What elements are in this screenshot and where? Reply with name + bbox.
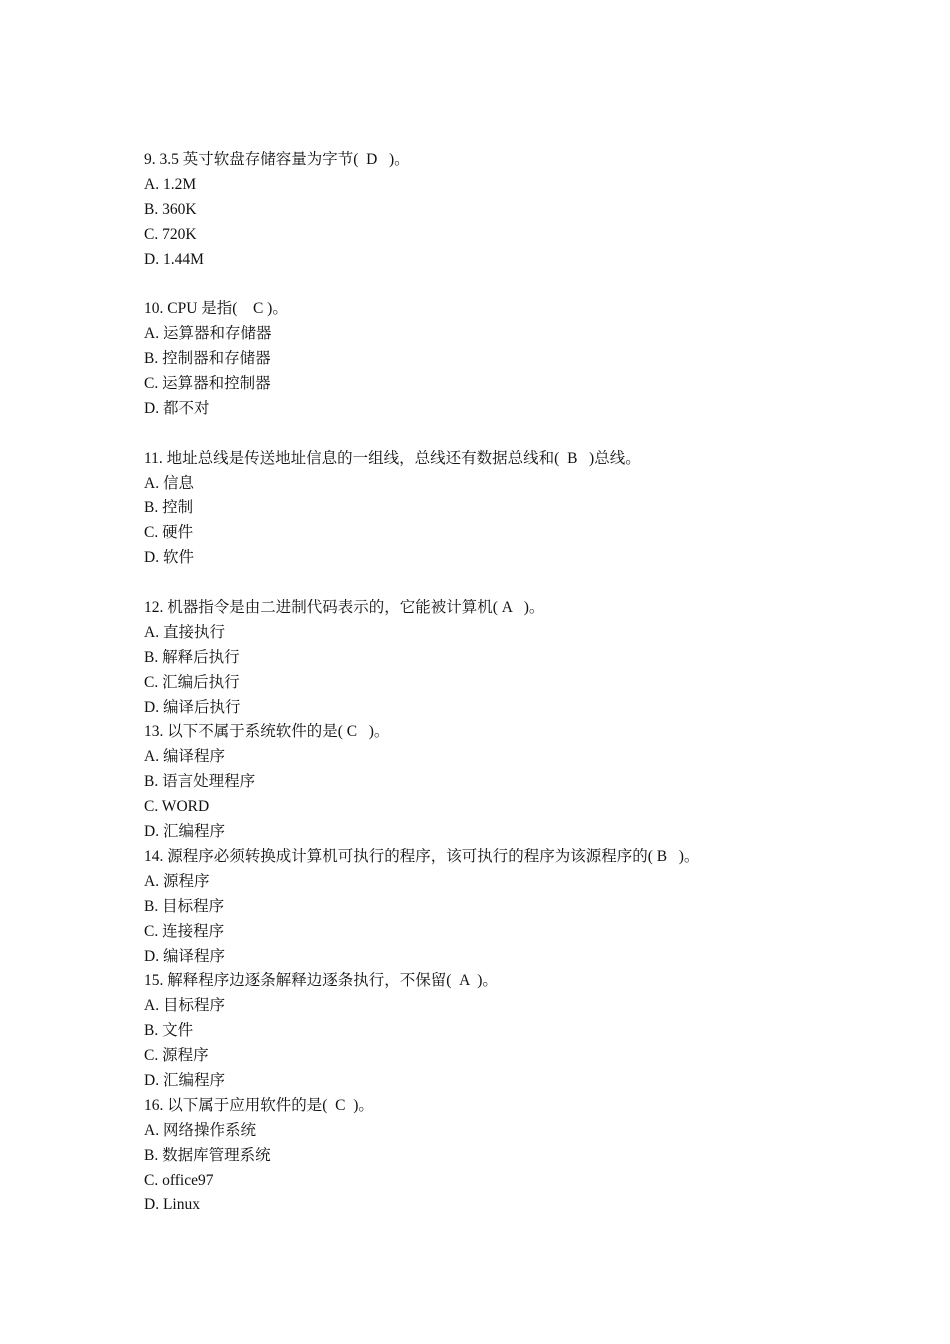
question-block bbox=[144, 845, 864, 969]
question-text: 10. CPU 是指( C )。 bbox=[144, 300, 288, 318]
option-a: A. 源程序 bbox=[144, 872, 210, 890]
option-c: C. 源程序 bbox=[144, 1047, 209, 1065]
option-a: A. 直接执行 bbox=[144, 623, 225, 641]
option-c: C. 硬件 bbox=[144, 524, 194, 542]
question-text: 12. 机器指令是由二进制代码表示的，它能被计算机( A )。 bbox=[144, 599, 545, 617]
option-c: C. office97 bbox=[144, 1171, 214, 1189]
option-d: D. 软件 bbox=[144, 549, 194, 567]
option-a: A. 编译程序 bbox=[144, 748, 225, 766]
paragraph-gap bbox=[144, 272, 864, 297]
option-d: D. 编译后执行 bbox=[144, 698, 241, 716]
option-b: B. 控制器和存储器 bbox=[144, 350, 271, 368]
option-d: D. 汇编程序 bbox=[144, 823, 225, 841]
option-b: B. 文件 bbox=[144, 1022, 194, 1040]
option-b: B. 解释后执行 bbox=[144, 648, 240, 666]
option-a: A. 运算器和存储器 bbox=[144, 325, 272, 343]
question-text: 9. 3.5 英寸软盘存储容量为字节( D )。 bbox=[144, 151, 410, 168]
option-b: B. 目标程序 bbox=[144, 897, 225, 915]
question-text: 13. 以下不属于系统软件的是( C )。 bbox=[144, 723, 390, 741]
question-text: 14. 源程序必须转换成计算机可执行的程序，该可执行的程序为该源程序的( B )。 bbox=[144, 847, 700, 865]
question-block bbox=[144, 596, 864, 720]
paragraph-gap bbox=[144, 571, 864, 596]
question-block bbox=[144, 1094, 864, 1218]
document-page bbox=[144, 148, 864, 1218]
option-b: B. 控制 bbox=[144, 499, 194, 517]
question-text: 11. 地址总线是传送地址信息的一组线，总线还有数据总线和( B )总线。 bbox=[144, 449, 641, 467]
question-block bbox=[144, 447, 864, 571]
question-text: 15. 解释程序边逐条解释边逐条执行，不保留( A )。 bbox=[144, 972, 498, 990]
option-a: A. 网络操作系统 bbox=[144, 1121, 256, 1139]
option-d: D. 编译程序 bbox=[144, 947, 225, 965]
option-c: C. WORD bbox=[144, 798, 210, 816]
question-text: 16. 以下属于应用软件的是( C )。 bbox=[144, 1096, 374, 1114]
option-b: B. 数据库管理系统 bbox=[144, 1146, 271, 1164]
paragraph-gap bbox=[144, 422, 864, 447]
question-block bbox=[144, 969, 864, 1093]
option-a: A. 1.2M bbox=[144, 175, 197, 193]
question-block bbox=[144, 720, 864, 844]
question-block bbox=[144, 297, 864, 421]
option-a: A. 目标程序 bbox=[144, 997, 225, 1015]
option-d: D. 1.44M bbox=[144, 250, 204, 268]
option-b: B. 360K bbox=[144, 200, 197, 218]
question-block bbox=[144, 148, 864, 272]
option-a: A. 信息 bbox=[144, 474, 194, 492]
option-d: D. 汇编程序 bbox=[144, 1071, 225, 1089]
option-b: B. 语言处理程序 bbox=[144, 773, 256, 791]
option-c: C. 运算器和控制器 bbox=[144, 375, 271, 393]
option-d: D. 都不对 bbox=[144, 399, 210, 417]
option-c: C. 汇编后执行 bbox=[144, 673, 240, 691]
option-d: D. Linux bbox=[144, 1196, 200, 1214]
option-c: C. 连接程序 bbox=[144, 922, 225, 940]
option-c: C. 720K bbox=[144, 225, 197, 243]
